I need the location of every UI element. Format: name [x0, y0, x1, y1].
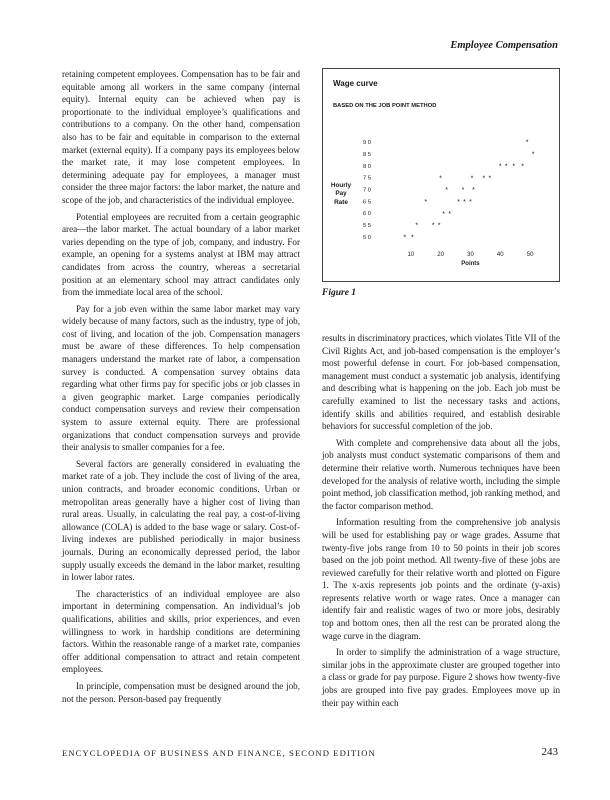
data-point: *: [463, 198, 466, 206]
x-tick-label: 50: [526, 252, 534, 258]
paragraph: retaining competent employees. Compensation has to be fair and equitable among all workers in the same company (internal equity). Internal equity can be achieved when pay is proportionate to the individual employee’s qualifications and contributions to a company. On the other hand, compensation also has to be fair and equitable in comparison to the external market (external equity). If a company pays its employees below the market rate, it may lose competent employees. In determining adequate pay for employees, a manager must consider the three major factors: the labor market, the nature and scope of the job, and characteristics of the individual employee.: [62, 69, 300, 205]
data-point: *: [437, 222, 441, 230]
data-point: *: [469, 198, 472, 206]
data-point: *: [457, 198, 460, 206]
y-tick-label: 50: [363, 234, 373, 241]
data-point: *: [445, 187, 448, 195]
x-tick-label: 30: [467, 252, 474, 258]
running-head: Employee Compensation: [450, 40, 558, 51]
wage-curve-figure: [322, 68, 560, 282]
data-point: *: [439, 175, 443, 183]
data-point: *: [504, 163, 508, 171]
y-tick-label: 60: [363, 211, 373, 218]
data-point: *: [521, 163, 525, 171]
y-tick-label: 65: [363, 199, 373, 206]
data-point: *: [512, 163, 516, 171]
y-tick-label: 90: [363, 140, 373, 147]
chart-title: Wage curve: [333, 79, 378, 88]
publication-title: ENCYCLOPEDIA OF BUSINESS AND FINANCE, SECOND EDITION: [62, 748, 376, 758]
scatter-plot: [323, 69, 559, 281]
data-point: *: [442, 210, 445, 218]
data-point: *: [448, 210, 451, 218]
y-tick-label: 85: [363, 151, 373, 158]
left-column: [62, 68, 300, 705]
y-tick-label: 80: [363, 163, 373, 170]
right-column: [322, 332, 560, 709]
data-point: *: [410, 234, 414, 242]
y-tick-label: 75: [363, 175, 373, 182]
paragraph: In order to simplify the administration of a wage structure, similar jobs in the approximate cluster are grouped together into a class or grade for pay purpose. Figure 2 shows how twenty-five jobs are grouped into five pay grades. Employees move up in their pay within each: [322, 647, 560, 708]
y-tick-label: 70: [363, 187, 373, 194]
paragraph: With complete and comprehensive data about all the jobs, job analysts must conduct systematic comparisons of them and determine their relative worth. Numerous techniques have been developed for the analysis of relative worth, including the simple point method, job classification method, job ranking method, and the factor comparison method.: [322, 437, 560, 511]
paragraph: Pay for a job even within the same labor market may vary widely because of many factors, such as the industry, type of job, cost of living, and location of the job. Compensation managers must be aware of these differences. To help compensation managers understand the market rate of labor, a compensation survey is conducted. A compensation survey obtains data regarding what other firms pay for specific jobs or job classes in a given geographic market. Large companies periodically conduct compensation surveys and review their compensation system to assure external equity. There are professional organizations that conduct compensation surveys and provide their analysis to smaller companies for a fee.: [62, 303, 300, 453]
paragraph: Information resulting from the comprehensive job analysis will be used for establishing pay or wage grades. Assume that twenty-five jobs range from 10 to 50 points in their job scores based on the job point method. All twenty-five of these jobs are reviewed carefully for their relative worth and plotted on Figure 1. The x-axis represents job points and the ordinate (y-axis) represents relative worth or wage rates. Once a manager can identify fair and realistic wages of two or more jobs, desirably top and bottom ones, then all the rest can be prorated along the wage curve in the diagram.: [322, 517, 560, 641]
data-point: *: [498, 163, 502, 171]
data-point: *: [415, 222, 419, 230]
figure-caption: Figure 1: [322, 288, 357, 298]
y-axis-label-line: Rate: [334, 198, 348, 206]
y-axis-label-line: Pay: [335, 190, 347, 198]
y-axis-label-line: Hourly: [330, 182, 352, 189]
data-point: *: [472, 187, 475, 195]
data-point: *: [488, 175, 492, 183]
data-point: *: [470, 175, 474, 183]
data-point: *: [525, 139, 529, 147]
data-point: *: [482, 175, 486, 183]
data-point: *: [461, 187, 465, 195]
data-point: *: [424, 198, 428, 206]
paragraph: Potential employees are recruited from a certain geographic area—the labor market. The actual boundary of a labor market varies depending on the type of job, company, and industry. For example, an opening for a systems analyst at IBM may attract candidates from across the country, whereas a secretarial position at an elementary school may attract candidates only from the immediate local area of the school.: [62, 211, 300, 298]
x-tick-label: 20: [437, 252, 444, 258]
paragraph: Several factors are generally considered in evaluating the market rate of a job. They include the cost of living of the area, union contracts, and broader economic conditions. Urban or metropolitan areas generally have a higher cost of living than rural areas. Usually, in calculating the real pay, a cost-of-living allowance (COLA) is added to the base wage or salary. Cost-of-living indexes are published periodically in major business journals. During an economically depressed period, the labor supply usually exceeds the demand in the labor market, resulting in lower labor rates.: [62, 458, 300, 583]
paragraph: results in discriminatory practices, which violates Title VII of the Civil Rights Act, and job-based compensation is the employer’s most powerful defense in court. For job-based compensation, management must conduct a systematic job analysis, identifying and describing what is happening on the job. Each job must be carefully examined to list the necessary tasks and actions, identify skills and abilities required, and establish desirable behaviors for successful completion of the job.: [322, 333, 560, 432]
chart-subtitle: BASED ON THE JOB POINT METHOD: [333, 103, 437, 109]
data-point: *: [403, 234, 407, 242]
x-tick-label: 10: [407, 252, 415, 258]
paragraph: In principle, compensation must be designed around the job, not the person. Person-based pay frequently: [62, 680, 300, 704]
page-number: 243: [541, 746, 558, 758]
y-tick-label: 55: [363, 223, 373, 230]
data-point: *: [531, 151, 535, 159]
data-point: *: [431, 222, 435, 230]
paragraph: The characteristics of an individual employee are also important in determining compensation. An individual’s job qualifications, abilities and skills, prior experiences, and even willingness to work in hardship conditions are determining factors. Within the reasonable range of a market rate, companies offer additional compensation to attract and retain competent employees.: [62, 588, 300, 675]
page-footer: [62, 748, 558, 758]
x-axis-label: Points: [461, 261, 480, 267]
x-tick-label: 40: [496, 252, 504, 258]
